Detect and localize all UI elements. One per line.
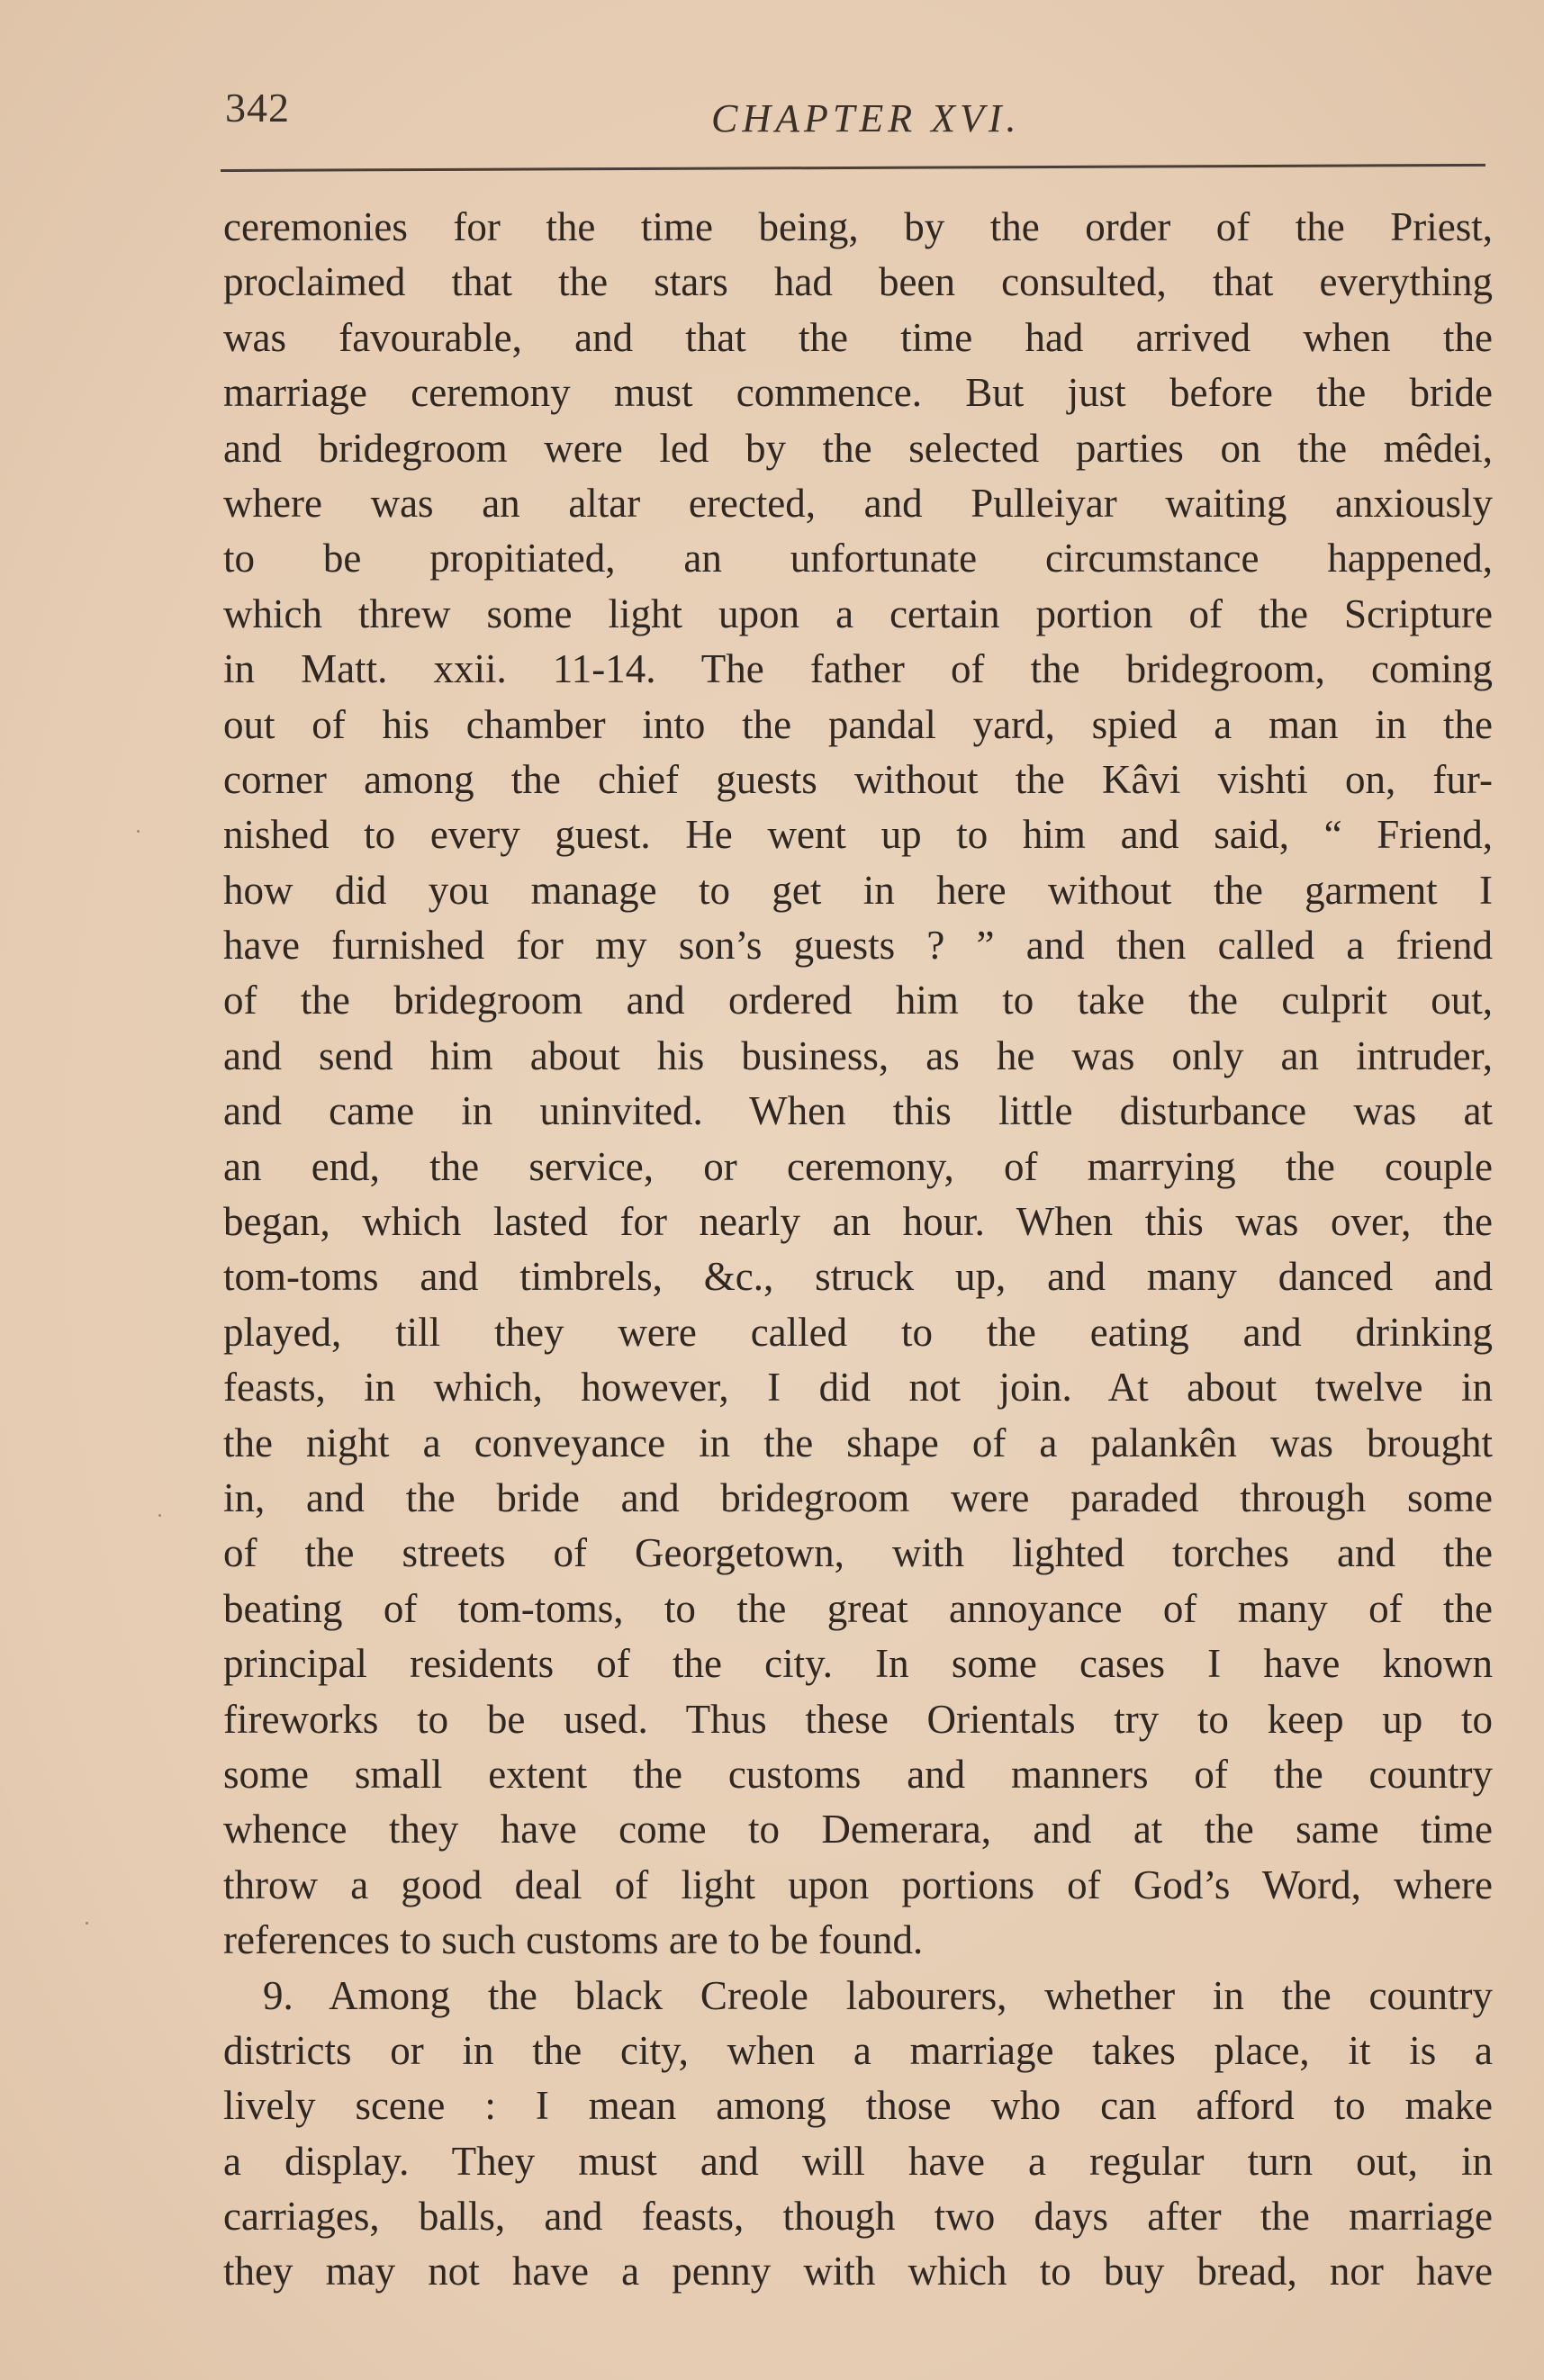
- page-number: 342: [225, 85, 290, 131]
- paper-fleck: [137, 830, 140, 833]
- text-line: corner among the chief guests without the Kâvi vishti on, fur-: [223, 756, 1493, 802]
- text-line: 9. Among the black Creole labourers, whether in the country: [263, 1972, 1493, 2018]
- paper-fleck: [158, 1514, 161, 1517]
- text-line: some small extent the customs and manners of the country: [223, 1751, 1493, 1797]
- text-line: played, till they were called to the eating and drinking: [223, 1309, 1493, 1355]
- text-line: and came in uninvited. When this little disturbance was at: [223, 1088, 1493, 1134]
- text-line: began, which lasted for nearly an hour. When this was over, the: [223, 1199, 1493, 1245]
- text-line: districts or in the city, when a marriage takes place, it is a: [223, 2027, 1493, 2073]
- text-line: where was an altar erected, and Pulleiyar waiting anxiously: [223, 480, 1493, 526]
- paper-fleck: [86, 1922, 88, 1925]
- text-line: the night a conveyance in the shape of a palankên was brought: [223, 1420, 1493, 1465]
- text-line: marriage ceremony must commence. But just before the bride: [223, 370, 1493, 416]
- text-line: how did you manage to get in here without the garment I: [223, 867, 1493, 913]
- paragraph: [223, 200, 1493, 1969]
- text-line: beating of tom-toms, to the great annoyance of many of the: [223, 1585, 1493, 1631]
- text-line: nished to every guest. He went up to him and said, “ Friend,: [223, 812, 1493, 858]
- text-line: carriages, balls, and feasts, though two days after the marriage: [223, 2194, 1493, 2240]
- text-line: of the bridegroom and ordered him to take the culprit out,: [223, 978, 1493, 1023]
- text-line: tom-toms and timbrels, &c., struck up, and many danced and: [223, 1254, 1493, 1300]
- paragraph: [223, 1969, 1493, 2300]
- text-line: out of his chamber into the pandal yard, spied a man in the: [223, 701, 1493, 747]
- running-head: CHAPTER XVI.: [711, 96, 1021, 140]
- text-line: whence they have come to Demerara, and at the same time: [223, 1807, 1493, 1853]
- text-line: throw a good deal of light upon portions of God’s Word, where: [223, 1862, 1493, 1907]
- header-rule: [221, 164, 1485, 172]
- text-line: proclaimed that the stars had been consulted, that everything: [223, 259, 1493, 305]
- text-line: fireworks to be used. Thus these Orientals try to keep up to: [223, 1696, 1493, 1742]
- text-line: and send him about his business, as he was only an intruder,: [223, 1032, 1493, 1078]
- text-line: ceremonies for the time being, by the order of the Priest,: [223, 204, 1493, 249]
- text-line: they may not have a penny with which to buy bread, nor have: [223, 2249, 1493, 2294]
- text-line: a display. They must and will have a regular turn out, in: [223, 2138, 1493, 2184]
- body-text: [223, 200, 1493, 2300]
- text-line: to be propitiated, an unfortunate circumstance happened,: [223, 536, 1493, 581]
- text-line: feasts, in which, however, I did not join. At about twelve in: [223, 1365, 1493, 1411]
- text-line: an end, the service, or ceremony, of marrying the couple: [223, 1143, 1493, 1189]
- text-line: lively scene : I mean among those who can afford to make: [223, 2083, 1493, 2129]
- text-line: was favourable, and that the time had arrived when the: [223, 314, 1493, 360]
- text-line: in, and the bride and bridegroom were paraded through some: [223, 1474, 1493, 1520]
- text-line: references to such customs are to be found.: [223, 1917, 924, 1963]
- text-line: of the streets of Georgetown, with lighted torches and the: [223, 1530, 1493, 1576]
- text-line: and bridegroom were led by the selected parties on the mêdei,: [223, 425, 1493, 471]
- text-line: principal residents of the city. In some cases I have known: [223, 1641, 1493, 1687]
- text-line: which threw some light upon a certain portion of the Scripture: [223, 590, 1493, 636]
- text-line: in Matt. xxii. 11-14. The father of the bridegroom, coming: [223, 646, 1493, 692]
- text-line: have furnished for my son’s guests ? ” and then called a friend: [223, 923, 1493, 969]
